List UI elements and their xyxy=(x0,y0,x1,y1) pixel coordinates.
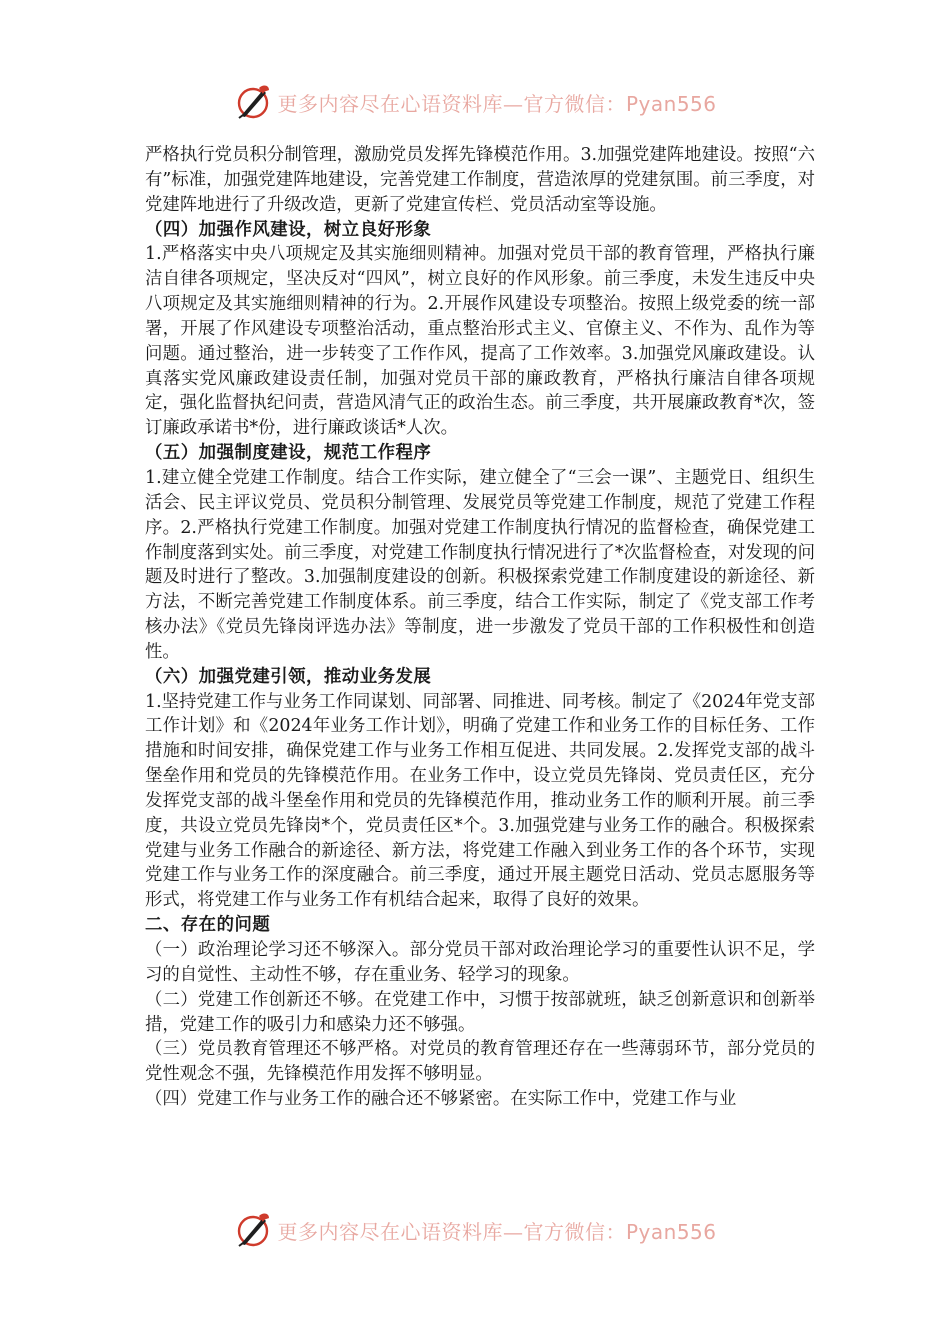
paragraph: 1.建立健全党建工作制度。结合工作实际，建立健全了“三会一课”、主题党日、组织生活会、民主评议党员、党员积分制管理、发展党员等党建工作制度，规范了党建工作程序。2.严格执行党建工作制度。加强对党建工作制度执行情况的监督检查，确保党建工作制度落到实处。前三季度，对党建工作制度执行情况进行了*次监督检查，对发现的问题及时进行了整改。3.加强制度建设的创新。积极探索党建工作制度建设的新途径、新方法，不断完善党建工作制度体系。前三季度，结合工作实际，制定了《党支部工作考核办法》《党员先锋岗评选办法》等制度，进一步激发了党员干部的工作积极性和创造性。 xyxy=(145,467,815,662)
paragraph: 1.坚持党建工作与业务工作同谋划、同部署、同推进、同考核。制定了《2024年党支部工作计划》和《2024年业务工作计划》，明确了党建工作和业务工作的目标任务、工作措施和时间安排，确保党建工作与业务工作相互促进、共同发展。2.发挥党支部的战斗堡垒作用和党员的先锋模范作用。在业务工作中，设立党员先锋岗、党员责任区，充分发挥党支部的战斗堡垒作用和党员的先锋模范作用，推动业务工作的顺利开展。前三季度，共设立党员先锋岗*个，党员责任区*个。3.加强党建与业务工作的融合。积极探索党建与业务工作融合的新途径、新方法，将党建工作融入到业务工作的各个环节，实现党建工作与业务工作的深度融合。前三季度，通过开展主题党日活动、党员志愿服务等形式，将党建工作与业务工作有机结合起来，取得了良好的效果。 xyxy=(145,691,815,911)
section-heading: （六）加强党建引领，推动业务发展 xyxy=(145,666,432,687)
section-heading: （四）加强作风建设，树立良好形象 xyxy=(145,219,432,240)
header-watermark xyxy=(0,82,950,122)
paragraph: （一）政治理论学习还不够深入。部分党员干部对政治理论学习的重要性认识不足，学习的自觉性、主动性不够，存在重业务、轻学习的现象。 xyxy=(145,940,815,985)
quill-logo-icon xyxy=(233,1210,273,1250)
paragraph: 1.严格落实中央八项规定及其实施细则精神。加强对党员干部的教育管理，严格执行廉洁自律各项规定，坚决反对“四风”，树立良好的作风形象。前三季度，未发生违反中央八项规定及其实施细则精神的行为。2.开展作风建设专项整治。按照上级党委的统一部署，开展了作风建设专项整治活动，重点整治形式主义、官僚主义、不作为、乱作为等问题。通过整治，进一步转变了工作作风，提高了工作效率。3.加强党风廉政建设。认真落实党风廉政建设责任制，加强对党员干部的廉政教育，严格执行廉洁自律各项规定，强化监督执纪问责，营造风清气正的政治生态。前三季度，共开展廉政教育*次，签订廉政承诺书*份，进行廉政谈话*人次。 xyxy=(145,244,815,439)
document-body xyxy=(145,143,815,1112)
section-heading: 二、存在的问题 xyxy=(145,915,271,936)
paragraph: （四）党建工作与业务工作的融合还不够紧密。在实际工作中，党建工作与业 xyxy=(145,1089,737,1110)
quill-logo-icon xyxy=(233,82,273,122)
paragraph: （三）党员教育管理还不够严格。对党员的教育管理还存在一些薄弱环节，部分党员的党性观念不强，先锋模范作用发挥不够明显。 xyxy=(145,1039,815,1085)
paragraph: （二）党建工作创新还不够。在党建工作中，习惯于按部就班，缺乏创新意识和创新举措，党建工作的吸引力和感染力还不够强。 xyxy=(145,989,815,1035)
watermark-text: 更多内容尽在心语资料库—官方微信：Pyan556 xyxy=(277,1219,717,1244)
section-heading: （五）加强制度建设，规范工作程序 xyxy=(145,443,432,464)
paragraph: 严格执行党员积分制管理，激励党员发挥先锋模范作用。3.加强党建阵地建设。按照“六有”标准，加强党建阵地建设，完善党建工作制度，营造浓厚的党建氛围。前三季度，对党建阵地进行了升级改造，更新了党建宣传栏、党员活动室等设施。 xyxy=(145,145,815,215)
footer-watermark xyxy=(0,1210,950,1250)
watermark-text: 更多内容尽在心语资料库—官方微信：Pyan556 xyxy=(277,91,717,116)
